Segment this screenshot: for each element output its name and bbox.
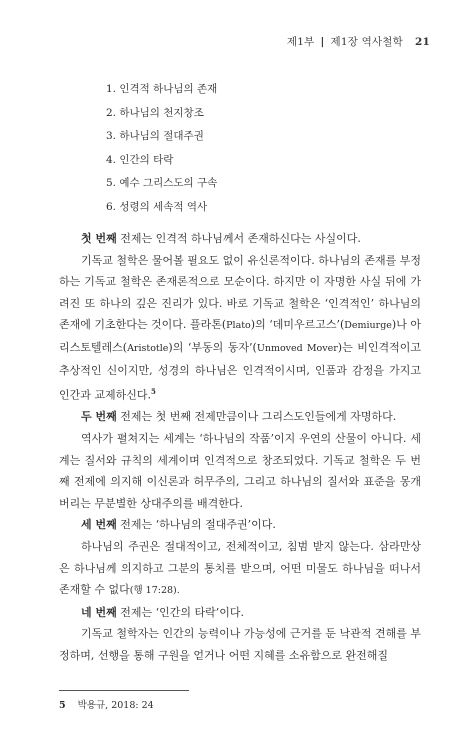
header-chapter: 제1장 역사철학 (330, 36, 403, 48)
premise-label: 네 번째 (81, 605, 117, 619)
paragraph-text: 전제는 인격적 하나님께서 존재하신다는 사실이다. (116, 232, 361, 245)
premise-label: 세 번째 (81, 518, 117, 532)
paragraph-text: 하나님의 주권은 절대적이고, 전체적이고, 침범 받지 않는다. 삼라만상은 하나님께 의지하고 그분의 통치를 받으며, 어떤 미물도 하나님을 떠나서 존재할 수 없다 (59, 539, 421, 597)
footnote (59, 697, 154, 711)
paragraph-text: )나 아리스토텔레스( (59, 318, 421, 354)
page-number: 21 (414, 35, 430, 48)
running-header (287, 34, 430, 49)
scripture-reference: (행 17:28). (129, 585, 180, 597)
list-item: 4. 인간의 타락 (106, 153, 174, 166)
latin-term: Demiurge (344, 320, 392, 332)
paragraph-text: 전제는 ‘하나님의 절대주권’이다. (116, 518, 276, 532)
footnote-number: 5 (59, 700, 66, 711)
paragraph: 역사가 펼쳐지는 세계는 ‘하나님의 작품’이지 우연의 산물이 아니다. 세계는 질서와 규칙의 세계이며 인격적으로 창조되었다. 기독교 철학은 두 번째 전제에 의지해 이신론과 허무주의, 그리고 하나님의 질서와 표준을 몽개 버리는 무분별한 상대주의를 배격한다. (59, 432, 421, 510)
header-part: 제1부 (286, 36, 315, 48)
list-item: 2. 하나님의 천지창조 (106, 106, 204, 119)
footnote-text: 박용규, 2018: 24 (77, 700, 154, 711)
paragraph-text: 기독교 철학은 물어볼 필요도 없이 유신론적이다. 하나님의 존재를 부정하는 기독교 철학은 존재론적으로 모순이다. 하지만 이 자명한 사실 뒤에 가려진 또 하나의 깊은 진리가 있다. 바로 기독교 철학은 ‘인격적인’ 하나님의 존재에 기초한다는 것이다. 플라톤( (59, 253, 421, 332)
latin-term: Aristotle (127, 342, 169, 354)
paragraph-text: )는 비인격적이고 추상적인 신이지만, 성경의 하나님은 인격적이시며, 인품과 감정을 가지고 인간과 교제하신다. (59, 340, 422, 402)
paragraph-first-premise (59, 228, 421, 250)
premise-list (106, 78, 217, 219)
body-text (59, 228, 421, 667)
list-item: 5. 예수 그리스도의 구속 (106, 177, 218, 189)
premise-label: 첫 번째 (81, 232, 117, 245)
paragraph-second-premise (59, 406, 421, 428)
paragraph-text: 전제는 ‘인간의 타락’이다. (116, 605, 244, 619)
paragraph-fourth-premise (59, 602, 421, 624)
footnote-marker[interactable]: 5 (151, 387, 156, 397)
paragraph-text: )의 ‘데미우르고스’( (250, 318, 345, 332)
paragraph (59, 250, 421, 407)
latin-term: Plato (226, 320, 251, 332)
latin-term: Unmoved Mover (256, 342, 338, 354)
paragraph-text: 전제는 첫 번째 전제만큼이나 그리스도인들에게 자명하다. (116, 410, 397, 424)
list-item: 6. 성령의 세속적 역사 (106, 200, 208, 213)
paragraph-third-premise (59, 514, 421, 536)
premise-label: 두 번째 (81, 410, 117, 424)
footnote-divider (59, 690, 189, 691)
list-item: 1. 인격적 하나님의 존재 (106, 83, 218, 95)
header-separator: | (320, 35, 325, 48)
list-item: 3. 하나님의 절대주권 (106, 130, 204, 142)
paragraph (59, 536, 421, 602)
paragraph: 기독교 철학자는 인간의 능력이나 가능성에 근거를 둔 낙관적 견해를 부정하며, 선행을 통해 구원을 얻거나 어떤 지혜를 소유함으로 완전해질 (59, 627, 421, 662)
paragraph-text: )의 ‘부동의 동자’( (168, 340, 257, 354)
